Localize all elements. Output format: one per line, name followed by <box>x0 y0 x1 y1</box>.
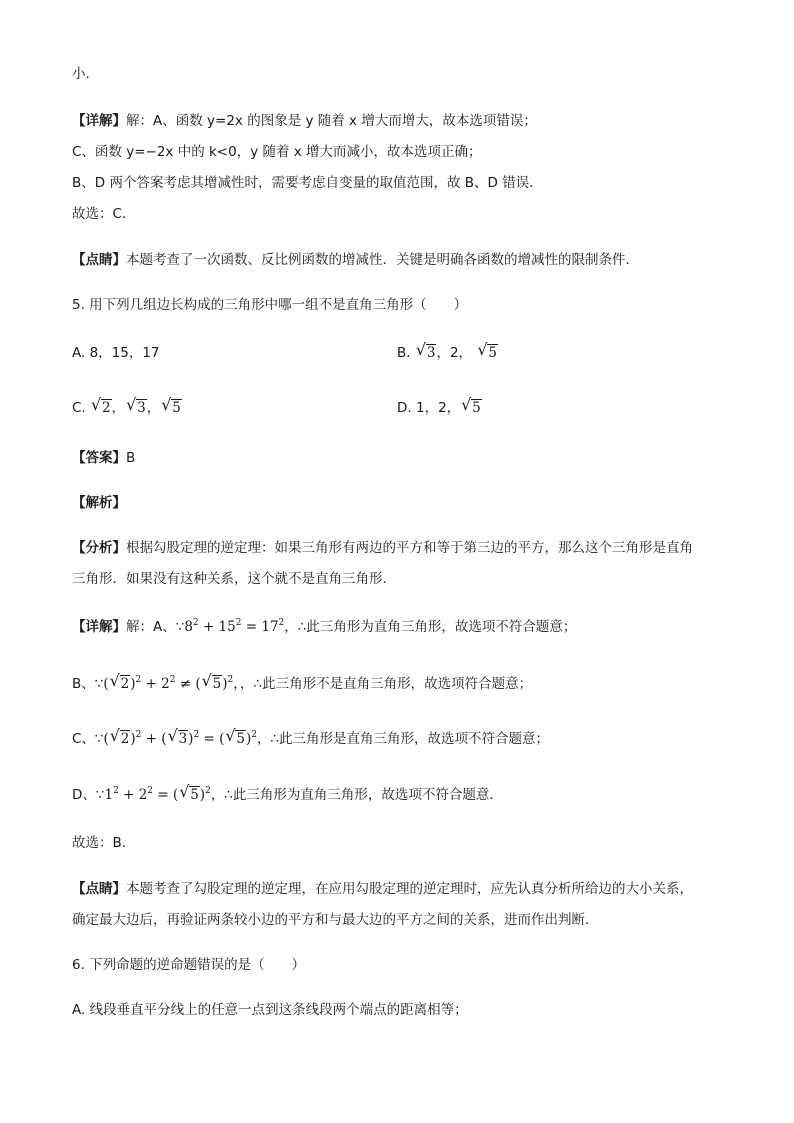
question-6-stem: 6. 下列命题的逆命题错误的是（ ） <box>72 957 306 973</box>
detail-c-line: C、∵(√ 2)$^2$ + (√ 3)$^2$ = (√ 5)$^2$，∴此三角形是直角三角形，故选项不符合题意； <box>72 729 549 749</box>
detail-line-bd: B、D 两个答案考虑其增减性时，需要考虑自变量的取值范围，故 B、D 错误． <box>72 175 543 191</box>
option-c-label: C. <box>72 400 86 416</box>
detail-b-line: B、∵(√ $2)^2 + 2^2$ ≠ (√ 5)$^2$，，∴此三角形不是直角三角形，故选项符合题意； <box>72 674 532 694</box>
paragraph-continuation: 小. <box>72 66 90 82</box>
answer-tag: 【答案】 <box>72 450 126 466</box>
fenxi-line-2: 三角形．如果没有这种关系，这个就不是直角三角形． <box>72 571 396 587</box>
analysis-tag: 【解析】 <box>72 495 126 511</box>
detail-a-line: 【详解】解：A、$\because 8^2 + 15^2 = 17^2$，∴此三角形为直角三角形，故选项不符合题意； <box>72 618 577 635</box>
dianjing-tag: 【点睛】 <box>72 881 126 897</box>
question-5-stem: 5. 用下列几组边长构成的三角形中哪一组不是直角三角形（ ） <box>72 297 468 313</box>
detail-line-c: C、函数 y=−2x 中的 k<0，y 随着 x 增大而减小，故本选项正确； <box>72 144 482 160</box>
sqrt-5: √ 5 <box>477 342 498 364</box>
equation-b: (√ $2)^2 + 2^2$ ≠ (√ 5)$^2$， <box>103 676 240 692</box>
comment-paragraph <box>72 250 639 270</box>
detail-tag: 【详解】 <box>72 113 126 129</box>
equation-a: $8^2 + 15^2 = 17^2$ <box>184 618 285 635</box>
choose-b-line: 故选：B． <box>72 835 136 851</box>
analysis-heading <box>72 493 126 513</box>
detail-paragraph <box>72 111 537 131</box>
sqrt-3: √ 3 <box>126 397 147 419</box>
fenxi-text-1: 根据勾股定理的逆定理：如果三角形有两边的平方和等于第三边的平方，那么这个三角形是直角 <box>126 540 693 556</box>
option-a: A. 8，15，17 <box>72 345 160 361</box>
dianjing-line-1: 【点睛】本题考查了勾股定理的逆定理，在应用勾股定理的逆定理时，应先认真分析所给边的大小关系， <box>72 881 693 897</box>
option-b: B. √ 3，2， √ 5 <box>397 342 498 364</box>
answer-line <box>72 448 135 468</box>
dianjing-line-2: 确定最大边后，再验证两条较小边的平方和与最大边的平方之间的关系，进而作出判断． <box>72 912 599 928</box>
sqrt-3: √ 3 <box>416 342 437 364</box>
choose-line: 故选：C． <box>72 206 136 222</box>
detail-d-line: D、$\because 1^2 + 2^2$ = (√ 5)$^2$，∴此三角形为直角三角形，故选项不符合题意． <box>72 785 503 805</box>
fenxi-line-1 <box>72 538 693 558</box>
option-c: C. √ 2，√ 3，√ 5 <box>72 397 182 419</box>
fenxi-tag: 【分析】 <box>72 540 126 556</box>
option-b-label: B. <box>397 345 411 361</box>
equation-c: (√ 2)$^2$ + (√ 3)$^2$ = (√ 5)$^2$ <box>104 731 257 747</box>
question-6-option-a: A. 线段垂直平分线上的任意一点到这条线段两个端点的距离相等； <box>72 1002 468 1018</box>
detail-text: 解：A、函数 y=2x 的图象是 y 随着 x 增大而增大，故本选项错误； <box>126 113 537 129</box>
comment-text: 本题考查了一次函数、反比例函数的增减性．关键是明确各函数的增减性的限制条件． <box>126 252 639 268</box>
equation-d: $1^2 + 2^2$ = (√ 5)$^2$ <box>104 787 210 803</box>
answer-value: B <box>126 450 136 466</box>
comment-tag: 【点睛】 <box>72 252 126 268</box>
sqrt-5: √ 5 <box>161 397 182 419</box>
option-d <box>397 397 482 419</box>
detail-tag: 【详解】 <box>72 619 126 635</box>
sqrt-5: √ 5 <box>461 397 482 419</box>
sqrt-2: √ 2 <box>91 397 112 419</box>
option-d-label: D. 1，2， <box>397 400 461 416</box>
